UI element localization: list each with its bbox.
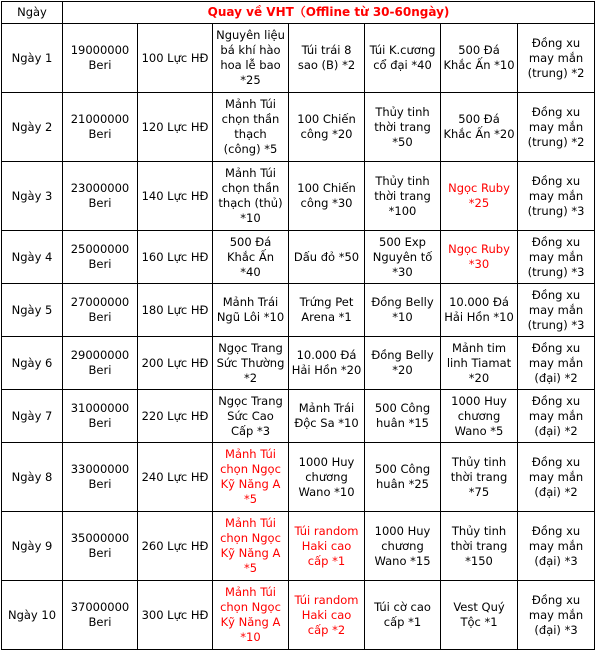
luc-cell: 160 Lực HĐ [138,231,213,284]
table-title: Quay về VHT（Offline từ 30-60ngày) [63,2,595,24]
reward-table [1,1,595,650]
corner-label: Ngày [2,2,63,24]
reward-cell: Thủy tinh thời trang *100 [365,162,441,231]
reward-cell: 500 Exp Nguyên tố *30 [365,231,441,284]
table-row [2,284,595,337]
reward-cell: Đồng Belly *20 [365,337,441,390]
reward-cell: Túi random Haki cao cấp *2 [289,581,365,650]
reward-cell: Vest Quý Tộc *1 [441,581,518,650]
reward-cell: 1000 Huy chương Wano *10 [289,443,365,512]
day-cell: Ngày 8 [2,443,63,512]
reward-cell: Đồng xu may mắn (trung) *3 [518,162,595,231]
table-row [2,231,595,284]
day-cell: Ngày 6 [2,337,63,390]
reward-cell: Mảnh Túi chọn thần thạch (thủ) *10 [213,162,289,231]
luc-cell: 240 Lực HĐ [138,443,213,512]
reward-cell: Ngọc Ruby *25 [441,162,518,231]
day-cell: Ngày 10 [2,581,63,650]
reward-cell: 1000 Huy chương Wano *5 [441,390,518,443]
reward-cell: Mảnh tim linh Tiamat *20 [441,337,518,390]
reward-cell: Đồng xu may mắn (trung) *3 [518,284,595,337]
beri-cell: 37000000 Beri [63,581,138,650]
reward-cell: Thủy tinh thời trang *50 [365,93,441,162]
reward-cell: Đồng xu may mắn (đại) *2 [518,443,595,512]
reward-cell: 500 Đá Khắc Ấn *10 [441,24,518,93]
luc-cell: 300 Lực HĐ [138,581,213,650]
reward-cell: Đồng xu may mắn (trung) *2 [518,93,595,162]
day-cell: Ngày 4 [2,231,63,284]
table-row [2,93,595,162]
table-row [2,581,595,650]
reward-cell: Đồng xu may mắn (đại) *2 [518,337,595,390]
luc-cell: 220 Lực HĐ [138,390,213,443]
reward-cell: 500 Công huân *15 [365,390,441,443]
table-row [2,512,595,581]
reward-cell: Túi cờ cao cấp *1 [365,581,441,650]
reward-cell: Mảnh Túi chọn Ngọc Kỹ Năng A *10 [213,581,289,650]
reward-cell: Đồng xu may mắn (đại) *2 [518,390,595,443]
reward-cell: Thủy tinh thời trang *150 [441,512,518,581]
table-row [2,390,595,443]
header-row [2,2,595,24]
luc-cell: 200 Lực HĐ [138,337,213,390]
beri-cell: 21000000 Beri [63,93,138,162]
day-cell: Ngày 1 [2,24,63,93]
reward-cell: Mảnh Túi chọn Ngọc Kỹ Năng A *5 [213,512,289,581]
luc-cell: 180 Lực HĐ [138,284,213,337]
reward-cell: Đồng xu may mắn (trung) *3 [518,231,595,284]
reward-cell: 500 Đá Khắc Ấn *40 [213,231,289,284]
beri-cell: 29000000 Beri [63,337,138,390]
day-cell: Ngày 5 [2,284,63,337]
beri-cell: 23000000 Beri [63,162,138,231]
reward-cell: Mảnh Trái Độc Sa *10 [289,390,365,443]
luc-cell: 100 Lực HĐ [138,24,213,93]
reward-cell: Ngọc Ruby *30 [441,231,518,284]
table-row [2,24,595,93]
beri-cell: 27000000 Beri [63,284,138,337]
table-row [2,443,595,512]
day-cell: Ngày 9 [2,512,63,581]
reward-cell: Mảnh Túi chọn Ngọc Kỹ Năng A *5 [213,443,289,512]
reward-cell: Trứng Pet Arena *1 [289,284,365,337]
reward-cell: 10.000 Đá Hải Hồn *20 [289,337,365,390]
day-cell: Ngày 2 [2,93,63,162]
reward-cell: Nguyên liệu bá khí hào hoa lễ bao *25 [213,24,289,93]
beri-cell: 19000000 Beri [63,24,138,93]
beri-cell: 31000000 Beri [63,390,138,443]
reward-cell: Ngọc Trang Sức Cao Cấp *3 [213,390,289,443]
table-row [2,337,595,390]
table-row [2,162,595,231]
luc-cell: 120 Lực HĐ [138,93,213,162]
reward-cell: Túi random Haki cao cấp *1 [289,512,365,581]
reward-cell: 1000 Huy chương Wano *15 [365,512,441,581]
reward-cell: 500 Công huân *25 [365,443,441,512]
reward-cell: 10.000 Đá Hải Hồn *10 [441,284,518,337]
beri-cell: 33000000 Beri [63,443,138,512]
reward-cell: Ngọc Trang Sức Thường *2 [213,337,289,390]
reward-cell: Mảnh Túi chọn thần thạch (công) *5 [213,93,289,162]
reward-cell: 100 Chiến công *30 [289,162,365,231]
luc-cell: 140 Lực HĐ [138,162,213,231]
reward-cell: Túi trái 8 sao (B) *2 [289,24,365,93]
reward-cell: Túi K.cương cổ đại *40 [365,24,441,93]
luc-cell: 260 Lực HĐ [138,512,213,581]
day-cell: Ngày 3 [2,162,63,231]
reward-cell: 100 Chiến công *20 [289,93,365,162]
reward-cell: Mảnh Trái Ngũ Lôi *10 [213,284,289,337]
reward-cell: Dấu đỏ *50 [289,231,365,284]
reward-cell: Thủy tinh thời trang *75 [441,443,518,512]
reward-cell: Đồng Belly *10 [365,284,441,337]
beri-cell: 35000000 Beri [63,512,138,581]
day-cell: Ngày 7 [2,390,63,443]
reward-cell: Đồng xu may mắn (trung) *2 [518,24,595,93]
reward-cell: Đồng xu may mắn (đại) *3 [518,512,595,581]
reward-cell: 500 Đá Khắc Ấn *20 [441,93,518,162]
reward-cell: Đồng xu may mắn (đại) *3 [518,581,595,650]
beri-cell: 25000000 Beri [63,231,138,284]
